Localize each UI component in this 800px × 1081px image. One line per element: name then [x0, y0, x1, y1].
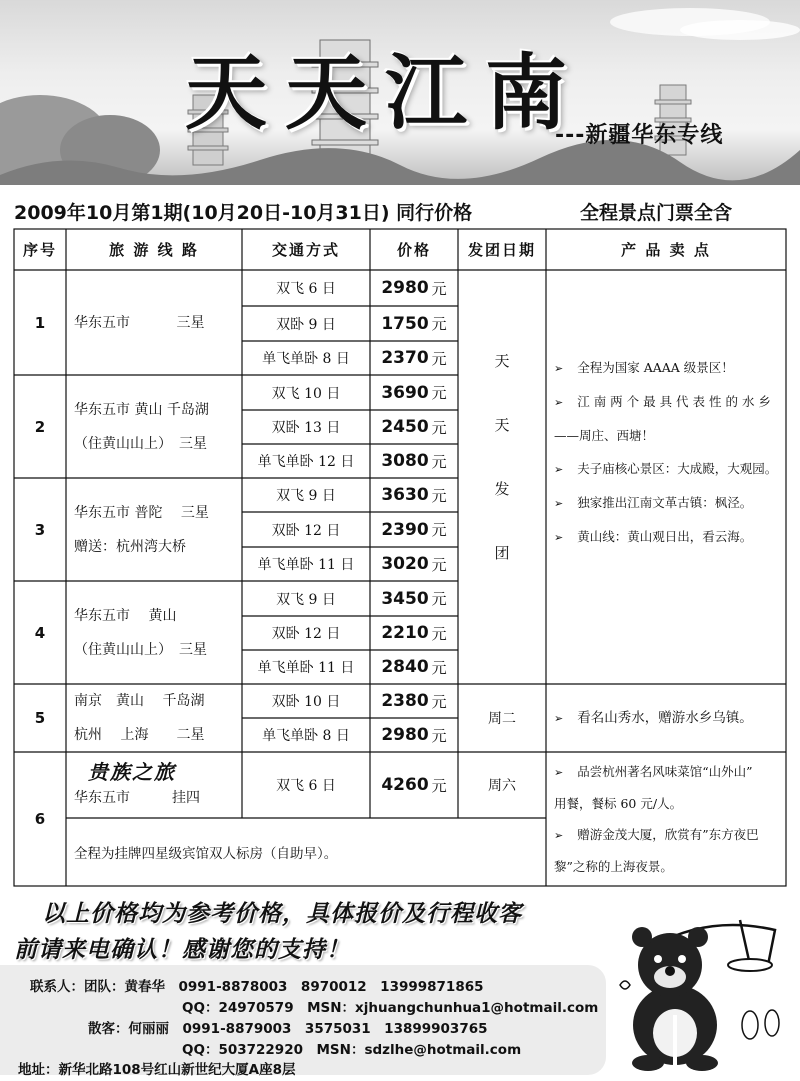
- transport-cell: 双卧 12 日: [271, 522, 341, 539]
- header-number: 序号: [22, 241, 57, 259]
- price-disclaimer-slogan: [14, 896, 654, 968]
- group-5-route: [66, 684, 242, 752]
- currency-unit: 元: [431, 776, 447, 795]
- route-line: 南京 黄山 千岛湖: [74, 693, 205, 709]
- group-6-departure: 周六: [488, 778, 516, 794]
- header-route: 旅 游 线 路: [109, 241, 199, 259]
- price-cell: [370, 547, 458, 581]
- highlights-main: [546, 270, 786, 684]
- arrow-icon: ➢: [554, 496, 564, 510]
- transport-cell: 单飞单卧 12 日: [257, 454, 355, 470]
- group-4-route: [66, 581, 242, 684]
- departure-char: 天: [494, 416, 510, 434]
- contact-team-online: QQ：24970579 MSN：xjhuangchunhua1@hotmail.com: [182, 1000, 599, 1016]
- transport-cell: 双飞 9 日: [276, 591, 336, 608]
- highlight-item: ➢ 江 南 两 个 最 具 代 表 性 的 水 乡: [554, 393, 771, 409]
- price-value: 2390: [381, 519, 429, 540]
- arrow-icon: ➢: [554, 361, 564, 375]
- address: 地址：新华北路108号红山新世纪大厦A座8层: [18, 1062, 296, 1078]
- group-6-number: 6: [34, 810, 46, 828]
- arrow-icon: ➢: [554, 766, 564, 779]
- currency-unit: 元: [431, 726, 447, 745]
- highlight-item: ➢ 全程为国家 AAAA 级景区！: [554, 359, 734, 375]
- group-6-highlight: [546, 752, 786, 886]
- price-cell: [370, 375, 458, 410]
- price-cell: [370, 341, 458, 375]
- transport-cell: 双卧 9 日: [276, 316, 336, 333]
- transport-cell: 双飞 9 日: [276, 488, 336, 504]
- highlight-item: 用餐，餐标 60 元/人。: [554, 796, 683, 811]
- bear-mascot-illustration: [600, 905, 800, 1075]
- price-value: 2840: [381, 657, 429, 677]
- price-value: 2980: [381, 278, 429, 298]
- transport-cell: 单飞单卧 11 日: [257, 557, 355, 573]
- group-5-highlight: ➢ 看名山秀水，赠游水乡乌镇。: [554, 710, 753, 726]
- route-line: （住黄山山上） 三星: [74, 435, 207, 452]
- header-price: 价格: [396, 241, 431, 259]
- price-cell: [370, 512, 458, 547]
- currency-unit: 元: [431, 521, 447, 539]
- highlight-item: ➢ 独家推出江南文革古镇：枫泾。: [554, 494, 753, 510]
- highlight-item: ➢ 品尝杭州著名风味菜馆“山外山”: [554, 764, 753, 779]
- banner-subtitle: ---新疆华东专线: [555, 123, 724, 148]
- price-value: 2370: [381, 348, 429, 368]
- price-cell: [370, 306, 458, 341]
- route-line: 华东五市 黄山 千岛湖: [74, 401, 209, 418]
- route-line: 赠送：杭州湾大桥: [74, 538, 186, 555]
- price-cell: [370, 650, 458, 684]
- transport-cell: 双飞 10 日: [271, 385, 341, 402]
- arrow-icon: ➢: [554, 395, 564, 409]
- group-4-number: 4: [34, 623, 46, 642]
- price-value: 4260: [381, 775, 429, 795]
- group-6-note: 全程为挂牌四星级宾馆双人标房（自助早）。: [74, 846, 338, 862]
- highlight-item: ➢ 赠游金茂大厦，欣赏有”东方夜巴: [554, 827, 759, 842]
- price-value: 2980: [381, 725, 429, 745]
- transport-cell: 双飞 6 日: [276, 778, 336, 794]
- currency-unit: 元: [431, 452, 447, 471]
- departure-char: 团: [494, 544, 510, 562]
- currency-unit: 元: [431, 279, 447, 298]
- contact-individual: 散客：何丽丽 0991-8879003 3575031 13899903765: [88, 1021, 488, 1037]
- route-line: 华东五市 三星: [74, 314, 205, 331]
- price-value: 3690: [381, 382, 429, 403]
- departure-char: 天: [494, 352, 510, 370]
- transport-cell: 单飞单卧 8 日: [262, 351, 350, 367]
- price-value: 3450: [381, 588, 429, 609]
- price-cell: [370, 410, 458, 444]
- arrow-icon: ➢: [554, 462, 564, 476]
- price-value: 2380: [381, 691, 429, 711]
- route-fancy-title: 贵族之旅: [88, 760, 176, 784]
- group-3-number: 3: [34, 520, 46, 539]
- highlight-item: ➢ 夫子庙核心景区：大成殿，大观园。: [554, 460, 778, 476]
- arrow-icon: ➢: [554, 712, 564, 725]
- slogan-line: 前请来电确认！感谢您的支持！: [14, 937, 350, 963]
- currency-unit: 元: [431, 349, 447, 368]
- price-cell: [370, 684, 458, 718]
- group-2-route: [66, 375, 242, 478]
- highlight-item: 黎”之称的上海夜景。: [554, 859, 673, 874]
- price-value: 2210: [381, 623, 429, 643]
- group-1-number: 1: [34, 313, 46, 332]
- header-departure: 发团日期: [467, 241, 536, 259]
- currency-unit: 元: [431, 692, 447, 711]
- slogan-line: 以上价格均为参考价格，具体报价及行程收客: [42, 901, 522, 927]
- transport-cell: 双卧 12 日: [271, 626, 341, 642]
- contact-team: 联系人：团队：黄春华 0991-8878003 8970012 13999871865: [30, 979, 484, 995]
- currency-unit: 元: [431, 590, 447, 608]
- currency-unit: 元: [431, 658, 447, 677]
- transport-cell: 单飞单卧 11 日: [257, 660, 355, 676]
- route-line: 华东五市 黄山: [74, 607, 177, 624]
- currency-unit: 元: [431, 555, 447, 574]
- price-cell: [370, 616, 458, 650]
- departure-char: 发: [494, 480, 510, 498]
- header-transport: 交通方式: [271, 241, 340, 259]
- currency-unit: 元: [431, 384, 447, 402]
- currency-unit: 元: [431, 624, 447, 643]
- currency-unit: 元: [431, 418, 447, 437]
- group-5-number: 5: [34, 709, 46, 727]
- price-value: 3080: [381, 451, 429, 471]
- price-value: 1750: [381, 313, 429, 334]
- price-cell: [370, 752, 458, 818]
- route-line: 华东五市 普陀 三星: [74, 504, 209, 521]
- currency-unit: 元: [431, 315, 447, 333]
- departure-daily: [458, 270, 546, 684]
- header-highlights: 产 品 卖 点: [621, 241, 711, 259]
- transport-cell: 双卧 10 日: [271, 694, 341, 710]
- transport-cell: 双飞 6 日: [276, 281, 336, 297]
- tickets-included-note: 全程景点门票全含: [580, 202, 733, 224]
- group-6-route: [66, 752, 242, 818]
- group-1-route: [66, 270, 242, 375]
- price-value: 2450: [381, 417, 429, 437]
- banner-title: 天天江南: [185, 46, 586, 141]
- price-cell: [370, 444, 458, 478]
- contact-individual-online: QQ：503722920 MSN：sdzlhe@hotmail.com: [182, 1042, 522, 1058]
- group-3-route: [66, 478, 242, 581]
- highlight-item: ➢ 黄山线：黄山观日出，看云海。: [554, 528, 753, 544]
- route-line: 华东五市 挂四: [74, 790, 200, 806]
- group-5-departure: 周二: [488, 711, 516, 727]
- price-cell: [370, 718, 458, 752]
- currency-unit: 元: [431, 486, 447, 505]
- group-2-number: 2: [34, 417, 46, 436]
- highlight-item: ——周庄、西塘！: [554, 427, 655, 443]
- issue-title: 2009年10月第1期(10月20日-10月31日) 同行价格: [14, 202, 473, 224]
- route-line: 杭州 上海 二星: [74, 727, 205, 743]
- arrow-icon: ➢: [554, 530, 564, 544]
- price-cell: [370, 581, 458, 616]
- transport-cell: 单飞单卧 8 日: [262, 728, 350, 744]
- arrow-icon: ➢: [554, 829, 564, 842]
- route-line: （住黄山山上） 三星: [74, 641, 207, 658]
- transport-cell: 双卧 13 日: [271, 420, 341, 436]
- price-cell: [370, 270, 458, 306]
- price-value: 3630: [381, 485, 429, 505]
- price-cell: [370, 478, 458, 512]
- price-value: 3020: [381, 554, 429, 574]
